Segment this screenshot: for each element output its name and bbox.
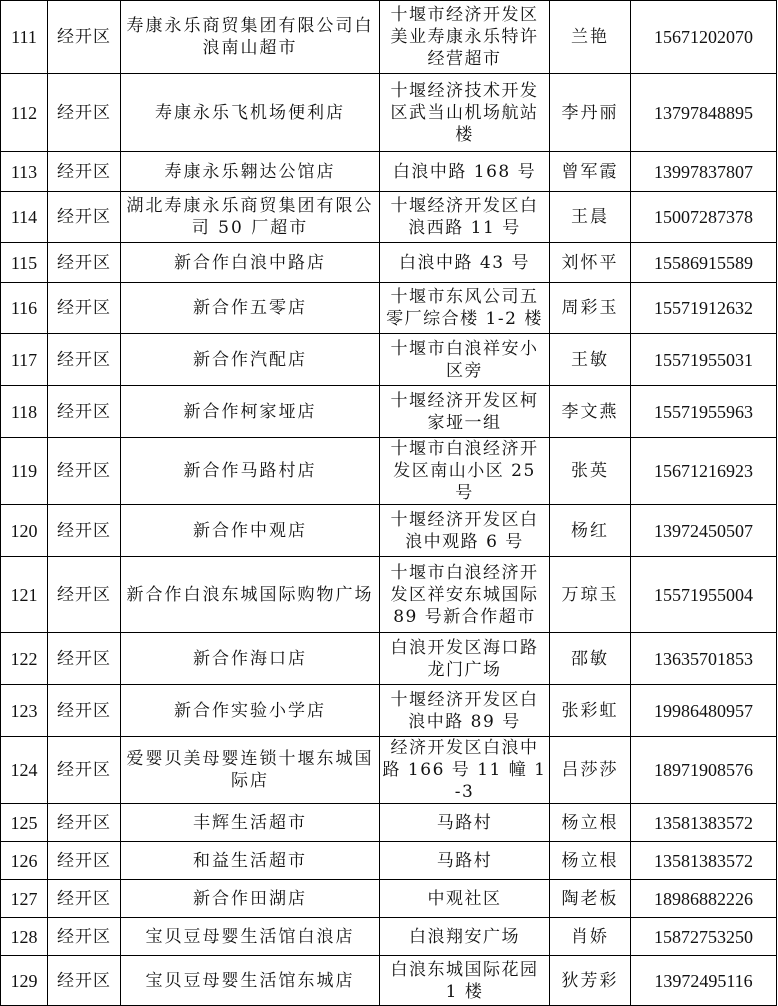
contact-person-cell: 王敏 — [550, 334, 631, 386]
phone-cell: 13797848895 — [631, 74, 777, 152]
address-cell: 马路村 — [380, 804, 550, 842]
address-cell: 白浪中路 168 号 — [380, 152, 550, 192]
district-cell: 经开区 — [48, 685, 121, 737]
address-cell: 十堰市白浪祥安小区旁 — [380, 334, 550, 386]
district-cell: 经开区 — [48, 438, 121, 505]
store-name-cell: 新合作马路村店 — [121, 438, 380, 505]
address-cell: 马路村 — [380, 842, 550, 880]
phone-cell: 15571955031 — [631, 334, 777, 386]
table-row — [1, 1, 777, 74]
store-name-cell: 宝贝豆母婴生活馆东城店 — [121, 956, 380, 1006]
district-cell: 经开区 — [48, 283, 121, 334]
contact-person-cell: 肖娇 — [550, 918, 631, 956]
contact-person-cell: 邵敏 — [550, 633, 631, 685]
phone-cell: 13635701853 — [631, 633, 777, 685]
table-row — [1, 956, 777, 1006]
phone-cell: 13972495116 — [631, 956, 777, 1006]
row-number: 128 — [1, 918, 48, 956]
address-cell: 十堰经济开发区白浪中路 89 号 — [380, 685, 550, 737]
address-cell: 十堰市白浪经济开发区南山小区 25 号 — [380, 438, 550, 505]
contact-person-cell: 李丹丽 — [550, 74, 631, 152]
phone-cell: 15571912632 — [631, 283, 777, 334]
store-name-cell: 和益生活超市 — [121, 842, 380, 880]
store-name-cell: 新合作实验小学店 — [121, 685, 380, 737]
table-row — [1, 438, 777, 505]
store-name-cell: 寿康永乐商贸集团有限公司白浪南山超市 — [121, 1, 380, 74]
contact-person-cell: 兰艳 — [550, 1, 631, 74]
table-body — [1, 1, 777, 1006]
district-cell: 经开区 — [48, 505, 121, 557]
table-row — [1, 283, 777, 334]
row-number: 115 — [1, 243, 48, 283]
contact-person-cell: 刘怀平 — [550, 243, 631, 283]
address-cell: 白浪翔安广场 — [380, 918, 550, 956]
address-cell: 十堰市白浪经济开发区祥安东城国际 89 号新合作超市 — [380, 557, 550, 633]
phone-cell: 13997837807 — [631, 152, 777, 192]
address-cell: 十堰经济开发区白浪西路 11 号 — [380, 192, 550, 243]
store-name-cell: 新合作海口店 — [121, 633, 380, 685]
phone-cell: 13581383572 — [631, 804, 777, 842]
contact-person-cell: 张英 — [550, 438, 631, 505]
contact-person-cell: 王晨 — [550, 192, 631, 243]
row-number: 127 — [1, 880, 48, 918]
phone-cell: 15671216923 — [631, 438, 777, 505]
district-cell: 经开区 — [48, 1, 121, 74]
row-number: 120 — [1, 505, 48, 557]
district-cell: 经开区 — [48, 386, 121, 438]
district-cell: 经开区 — [48, 804, 121, 842]
phone-cell: 18986882226 — [631, 880, 777, 918]
district-cell: 经开区 — [48, 152, 121, 192]
phone-cell: 15007287378 — [631, 192, 777, 243]
table-row — [1, 334, 777, 386]
table-row — [1, 737, 777, 804]
row-number: 121 — [1, 557, 48, 633]
table-row — [1, 505, 777, 557]
row-number: 123 — [1, 685, 48, 737]
district-cell: 经开区 — [48, 192, 121, 243]
address-cell: 白浪东城国际花园 1 楼 — [380, 956, 550, 1006]
contact-person-cell: 李文燕 — [550, 386, 631, 438]
contact-person-cell: 杨立根 — [550, 842, 631, 880]
store-name-cell: 新合作汽配店 — [121, 334, 380, 386]
district-cell: 经开区 — [48, 918, 121, 956]
contact-person-cell: 狄芳彩 — [550, 956, 631, 1006]
store-name-cell: 新合作五零店 — [121, 283, 380, 334]
table-row — [1, 804, 777, 842]
district-cell: 经开区 — [48, 334, 121, 386]
store-name-cell: 爱婴贝美母婴连锁十堰东城国际店 — [121, 737, 380, 804]
contact-person-cell: 陶老板 — [550, 880, 631, 918]
row-number: 124 — [1, 737, 48, 804]
phone-cell: 19986480957 — [631, 685, 777, 737]
address-cell: 十堰经济开发区白浪中观路 6 号 — [380, 505, 550, 557]
row-number: 112 — [1, 74, 48, 152]
address-cell: 经济开发区白浪中路 166 号 11 幢 1-3 — [380, 737, 550, 804]
phone-cell: 15872753250 — [631, 918, 777, 956]
row-number: 116 — [1, 283, 48, 334]
table-row — [1, 192, 777, 243]
store-name-cell: 寿康永乐飞机场便利店 — [121, 74, 380, 152]
table-row — [1, 918, 777, 956]
store-name-cell: 新合作白浪中路店 — [121, 243, 380, 283]
contact-person-cell: 张彩虹 — [550, 685, 631, 737]
phone-cell: 15571955004 — [631, 557, 777, 633]
address-cell: 十堰经济开发区柯家垭一组 — [380, 386, 550, 438]
store-name-cell: 新合作中观店 — [121, 505, 380, 557]
row-number: 119 — [1, 438, 48, 505]
phone-cell: 15671202070 — [631, 1, 777, 74]
address-cell: 中观社区 — [380, 880, 550, 918]
row-number: 125 — [1, 804, 48, 842]
contact-person-cell: 万琼玉 — [550, 557, 631, 633]
phone-cell: 15571955963 — [631, 386, 777, 438]
address-cell: 白浪中路 43 号 — [380, 243, 550, 283]
contact-person-cell: 曾军霞 — [550, 152, 631, 192]
row-number: 111 — [1, 1, 48, 74]
phone-cell: 18971908576 — [631, 737, 777, 804]
phone-cell: 13581383572 — [631, 842, 777, 880]
table-row — [1, 685, 777, 737]
row-number: 126 — [1, 842, 48, 880]
store-name-cell: 湖北寿康永乐商贸集团有限公司 50 厂超市 — [121, 192, 380, 243]
district-cell: 经开区 — [48, 880, 121, 918]
address-cell: 十堰市东风公司五零厂综合楼 1-2 楼 — [380, 283, 550, 334]
district-cell: 经开区 — [48, 737, 121, 804]
contact-person-cell: 吕莎莎 — [550, 737, 631, 804]
district-cell: 经开区 — [48, 956, 121, 1006]
table-row — [1, 633, 777, 685]
store-name-cell: 丰辉生活超市 — [121, 804, 380, 842]
table-row — [1, 243, 777, 283]
district-cell: 经开区 — [48, 243, 121, 283]
table-row — [1, 152, 777, 192]
store-name-cell: 寿康永乐翱达公馆店 — [121, 152, 380, 192]
row-number: 118 — [1, 386, 48, 438]
district-cell: 经开区 — [48, 74, 121, 152]
row-number: 129 — [1, 956, 48, 1006]
district-cell: 经开区 — [48, 633, 121, 685]
store-name-cell: 新合作田湖店 — [121, 880, 380, 918]
contact-person-cell: 周彩玉 — [550, 283, 631, 334]
row-number: 114 — [1, 192, 48, 243]
row-number: 122 — [1, 633, 48, 685]
phone-cell: 15586915589 — [631, 243, 777, 283]
store-name-cell: 新合作白浪东城国际购物广场 — [121, 557, 380, 633]
row-number: 113 — [1, 152, 48, 192]
district-cell: 经开区 — [48, 842, 121, 880]
store-name-cell: 新合作柯家垭店 — [121, 386, 380, 438]
table-row — [1, 386, 777, 438]
contact-person-cell: 杨红 — [550, 505, 631, 557]
phone-cell: 13972450507 — [631, 505, 777, 557]
address-cell: 十堰经济技术开发区武当山机场航站楼 — [380, 74, 550, 152]
contact-person-cell: 杨立根 — [550, 804, 631, 842]
table-row — [1, 557, 777, 633]
table-row — [1, 842, 777, 880]
store-name-cell: 宝贝豆母婴生活馆白浪店 — [121, 918, 380, 956]
table-row — [1, 74, 777, 152]
address-cell: 白浪开发区海口路龙门广场 — [380, 633, 550, 685]
row-number: 117 — [1, 334, 48, 386]
district-cell: 经开区 — [48, 557, 121, 633]
address-cell: 十堰市经济开发区美业寿康永乐特许经营超市 — [380, 1, 550, 74]
table-row — [1, 880, 777, 918]
